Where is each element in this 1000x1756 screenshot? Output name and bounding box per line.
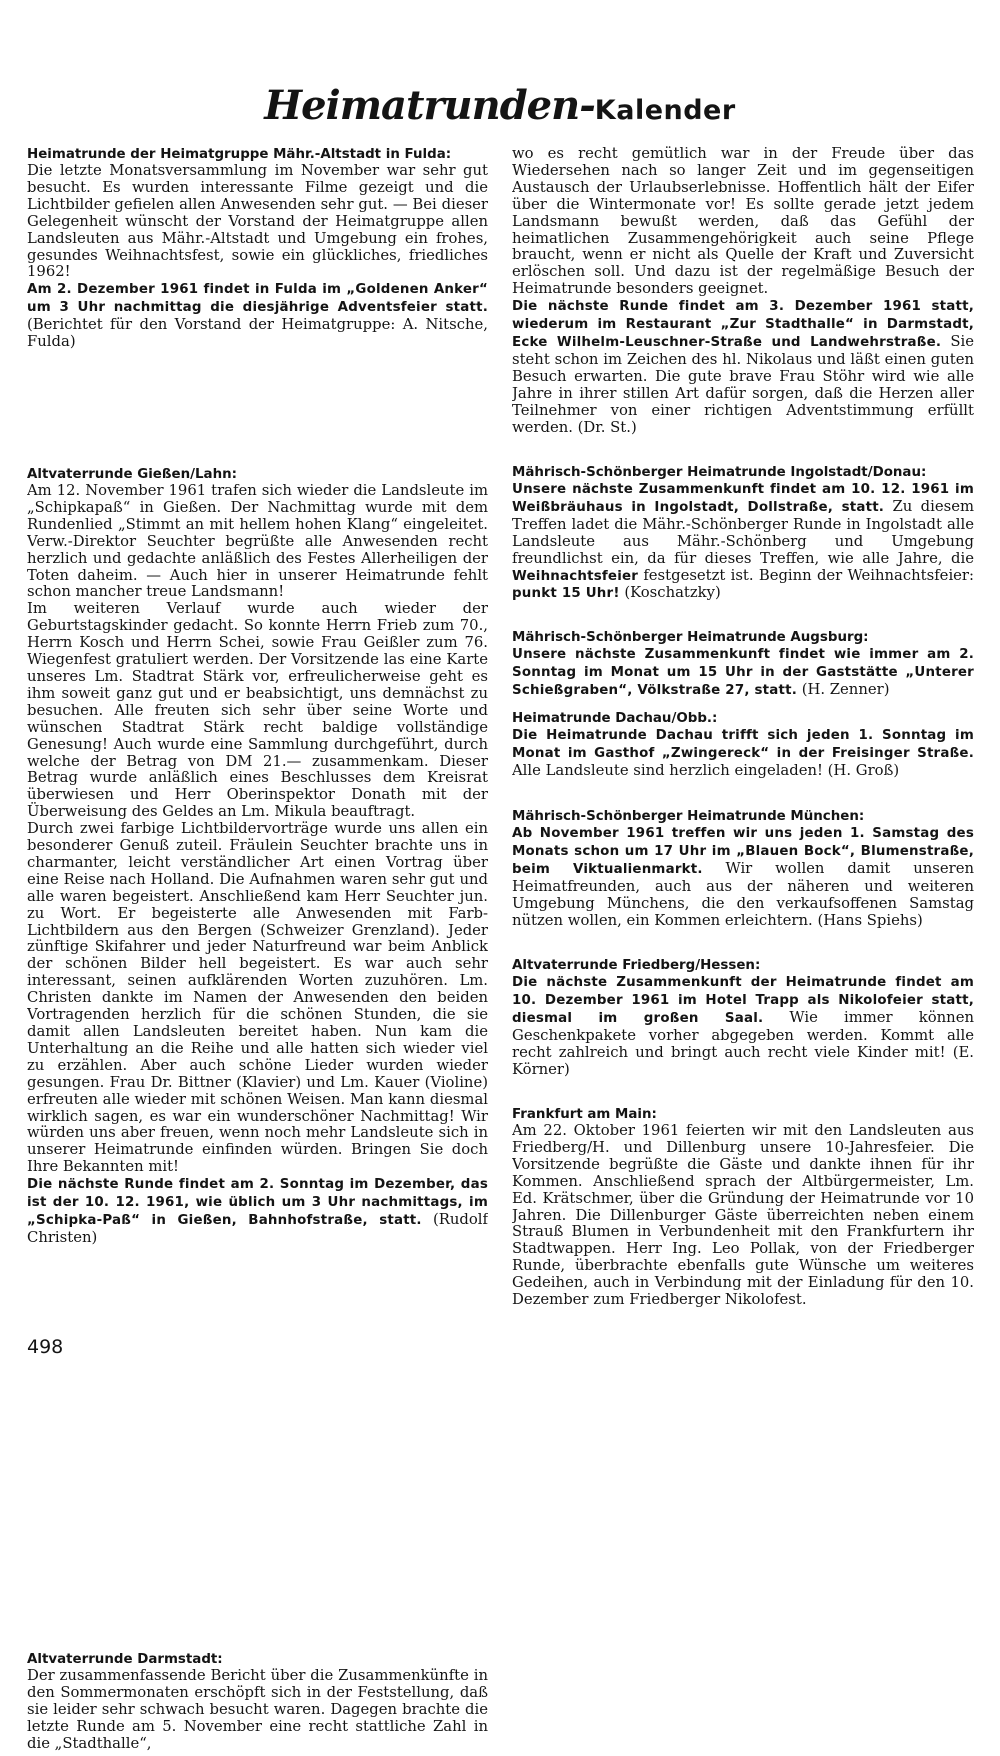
section-heading-darmstadt: Altvaterrunde Darmstadt:: [27, 1652, 223, 1667]
section-body-frankfurt: Am 22. Oktober 1961 feierten wir mit den Landsleuten aus Friedberg/H. und Dillenburg unsere 10-Jahresfeier. Die Vorsitzende begrüßte die Gäste und dankte ihnen für ihr Kommen. Anschließend sprach der Altbürgermeister, Lm. Ed. Krätschmer, über die Gründung der Heimatrunde vor 10 Jahren. Die Dillenburger Gäste überreichten neben einem Strauß Blumen in Verbundenheit mit den Frankfurtern ihr Stadtwappen. Herr Ing. Leo Pollak, von der Friedberger Runde, überbrachte ebenfalls gute Wünsche um weiteres Gedeihen, auch in Verbindung mit der Einladung für den 10. Dezember zum Friedberger Nikolofest.: [512, 1123, 974, 1309]
section-body-muenchen: Ab November 1961 treffen wir uns jeden 1. Samstag des Monats schon um 17 Uhr im „Blauen Bock“, Blumenstraße, beim Viktualienmarkt. Wir wollen damit unseren Heimatfreunden, auch aus der näheren und weiteren Umgebung Münchens, die den verkaufsoffenen Samstag nützen wollen, ein Kommen erleichtern. (Hans Spiehs): [512, 826, 974, 929]
section-heading-fulda: Heimatrunde der Heimatgruppe Mähr.-Altstadt in Fulda:: [27, 147, 452, 162]
right-column: [512, 146, 974, 1327]
section-heading-muenchen: Mährisch-Schönberger Heimatrunde München:: [512, 809, 865, 824]
section-heading-augsburg: Mährisch-Schönberger Heimatrunde Augsburg:: [512, 630, 869, 645]
page-number: 498: [27, 1336, 64, 1358]
section-body-dachau: Die Heimatrunde Dachau trifft sich jeden 1. Sonntag im Monat im Gasthof „Zwingereck“ in der Freisinger Straße. Alle Landsleute sind herzlich eingeladen! (H. Groß): [512, 728, 974, 779]
section-body-fulda: Die letzte Monatsversammlung im November war sehr gut besucht. Es wurden interessante Filme gezeigt und die Lichtbilder gefielen allen Anwesenden sehr gut. — Bei dieser Gelegenheit wünscht der Vorstand der Heimatgruppe allen Landsleuten aus Mähr.-Altstadt und Umgebung ein frohes, gesundes Weihnachtsfest, sowie ein glückliches, friedliches 1962! Am 2. Dezember 1961 findet in Fulda im „Goldenen Anker“ um 3 Uhr nachmittag die diesjährige Adventsfeier statt. (Berichtet für den Vorstand der Heimatgruppe: A. Nitsche, Fulda): [27, 163, 488, 351]
section-heading-frankfurt: Frankfurt am Main:: [512, 1107, 657, 1122]
section-body-augsburg: Unsere nächste Zusammenkunft findet wie immer am 2. Sonntag im Monat um 15 Uhr in der Gaststätte „Unterer Schießgraben“, Völkstraße 27, statt. (H. Zenner): [512, 647, 974, 698]
section-body-darmstadt-cont: wo es recht gemütlich war in der Freude über das Wiedersehen nach so langer Zeit und im gegenseitigen Austausch der Urlaubserlebnisse. Hoffentlich hält der Eifer über die Wintermonate vor! Es sollte gerade jetzt jedem Landsmann bewußt werden, daß das Gefühl der heimatlichen Zusammengehörigkeit auch seine Pflege braucht, wenn er nicht als Quelle der Kraft und Zuversicht erlöschen soll. Und dazu ist der regelmäßige Besuch der Heimatrunde besonders geeignet. Die nächste Runde findet am 3. Dezember 1961 statt, wiederum im Restaurant „Zur Stadthalle“ in Darmstadt, Ecke Wilhelm-Leuschner-Straße und Landwehrstraße. Sie steht schon im Zeichen des hl. Nikolaus und läßt einen guten Besuch erwarten. Die gute brave Frau Stöhr wird wie alle Jahre in ihrer stillen Art dafür sorgen, daß die Herzen aller Teilnehmer von einer richtigen Adventstimmung erfüllt werden. (Dr. St.): [512, 146, 974, 436]
section-heading-ingolstadt: Mährisch-Schönberger Heimatrunde Ingolstadt/Donau:: [512, 465, 927, 480]
title-script: Heimatrunden-: [264, 82, 595, 129]
section-heading-dachau: Heimatrunde Dachau/Obb.:: [512, 711, 718, 726]
section-body-ingolstadt: Unsere nächste Zusammenkunft findet am 10. 12. 1961 im Weißbräuhaus in Ingolstadt, Dollstraße, statt. Zu diesem Treffen ladet die Mähr.-Schönberger Runde in Ingolstadt alle Landsleute aus Mähr.-Schönberg und Umgebung freundlichst ein, da für dieses Treffen, wie alle Jahre, die Weihnachtsfeier festgesetzt ist. Beginn der Weihnachtsfeier: punkt 15 Uhr! (Koschatzky): [512, 482, 974, 602]
section-heading-giessen: Altvaterrunde Gießen/Lahn:: [27, 467, 237, 482]
title-plain: Kalender: [594, 95, 736, 126]
section-heading-friedberg: Altvaterrunde Friedberg/Hessen:: [512, 958, 761, 973]
section-body-friedberg: Die nächste Zusammenkunft der Heimatrunde findet am 10. Dezember 1961 im Hotel Trapp als Nikolofeier statt, diesmal im großen Saal. Wie immer können Geschenkpakete vorher abgegeben werden. Kommt alle recht zahlreich und bringt auch recht viele Kinder mit! (E. Körner): [512, 975, 974, 1078]
section-body-giessen: Am 12. November 1961 trafen sich wieder die Landsleute im „Schipkapaß“ in Gießen. Der Nachmittag wurde mit dem Rundenlied „Stimmt an mit hellem hohen Klang“ eingeleitet. Verw.-Direktor Seuchter begrüßte alle Anwesenden recht herzlich und gedachte anläßlich des Festes Allerheiligen der Toten daheim. — Auch hier in unserer Heimatrunde fehlt schon mancher treue Landsmann! Im weiteren Verlauf wurde auch wieder der Geburtstagskinder gedacht. So konnte Herrn Frieb zum 70., Herrn Kosch und Herrn Schei, sowie Frau Geißler zum 76. Wiegenfest gratuliert werden. Der Vorsitzende las eine Karte unseres Lm. Stadtrat Stärk vor, erfreulicherweise geht es ihm soweit ganz gut und er beabsichtigt, uns demnächst zu besuchen. Alle freuten sich sehr über seine Worte und wünschen Stadtrat Stärk recht baldige vollständige Genesung! Auch wurde eine Sammlung durchgeführt, durch welche der Betrag von DM 21.— zusammenkam. Dieser Betrag wurde anläßlich eines Beschlusses dem Kreisrat überwiesen und Herr Oberinspektor Donath mit der Überweisung des Geldes an Lm. Mikula beauftragt. Durch zwei farbige Lichtbildervorträge wurde uns allen ein besonderer Genuß zuteil. Fräulein Seuchter brachte uns in charmanter, leicht verständlicher Art einen Vortrag über eine Reise nach Holland. Die Aufnahmen waren sehr gut und alle waren begeistert. Anschließend kam Herr Seuchter jun. zu Wort. Er begeisterte alle Anwesenden mit Farb-Lichtbildern aus den Bergen (Schweizer Grenzland). Jeder zünftige Skifahrer und jeder Naturfreund war beim Anblick der schönen Bilder hell begeistert. Es war auch sehr interessant, seinen aufklärenden Worten zuzuhören. Lm. Christen dankte im Namen der Anwesenden den beiden Vortragenden herzlich für die schönen Stunden, die sie damit allen Landsleuten bereitet haben. Nun kam die Unterhaltung an die Reihe und alle hatten sich wieder viel zu erzählen. Aber auch schöne Lieder wurden wieder gesungen. Frau Dr. Bittner (Klavier) und Lm. Kauer (Violine) erfreuten alle wieder mit schönen Weisen. Man kann diesmal wirklich sagen, es war ein wunderschöner Nachmittag! Wir würden uns aber freuen, wenn noch mehr Landsleute sich in unserer Heimatrunde einfinden würden. Bringen Sie doch Ihre Bekannten mit! Die nächste Runde findet am 2. Sonntag im Dezember, das ist der 10. 12. 1961, wie üblich um 3 Uhr nachmittags, im „Schipka-Paß“ in Gießen, Bahnhofstraße, statt. (Rudolf Christen): [27, 483, 488, 1246]
section-body-darmstadt: Der zusammenfassende Bericht über die Zusammenkünfte in den Sommermonaten erschöpft sich in der Feststellung, daß sie leider sehr schwach besucht waren. Dagegen brachte die letzte Runde am 5. November eine recht stattliche Zahl in die „Stadthalle“,: [27, 1668, 488, 1752]
page-title: [0, 82, 1000, 129]
left-column: [27, 146, 488, 1756]
